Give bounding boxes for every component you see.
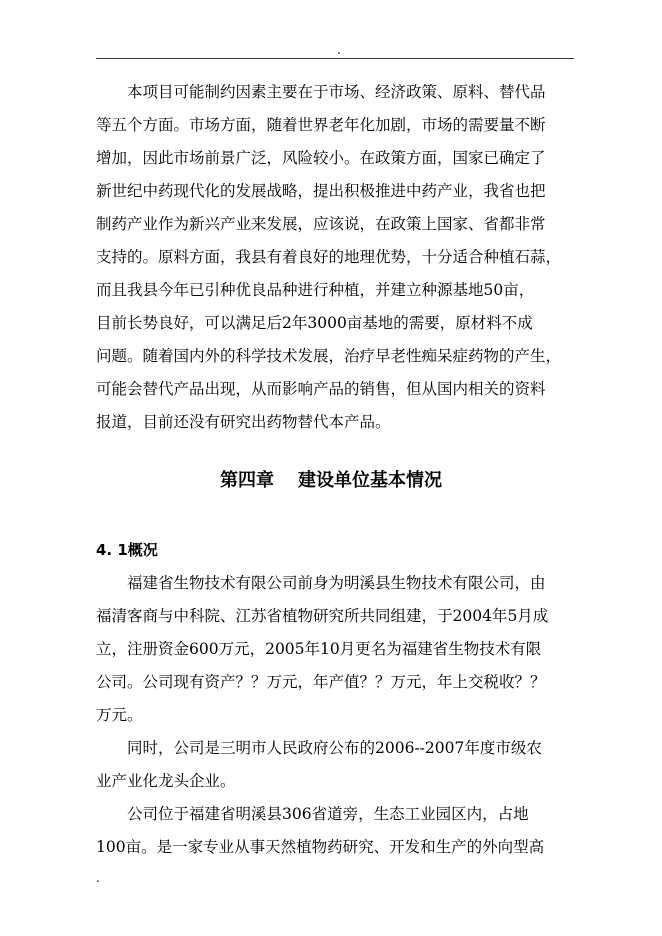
para4-line: 公司位于福建省明溪县306省道旁，生态工业园区内，占地 xyxy=(127,805,529,823)
chapter-heading xyxy=(0,470,662,492)
section-heading: 4. 1概况 xyxy=(96,541,158,559)
para1-line: 报道，目前还没有研究出药物替代本产品。 xyxy=(96,413,391,431)
para1-line: 可能会替代产品出现，从而影响产品的销售，但从国内相关的资料 xyxy=(96,380,546,398)
para1-line: 支持的。原料方面，我县有着良好的地理优势，十分适合种植石蒜， xyxy=(96,248,562,266)
para1-line: 目前长势良好，可以满足后2年3000亩基地的需要，原材料不成 xyxy=(96,314,533,332)
para1-line: 制药产业作为新兴产业来发展，应该说，在政策上国家、省都非常 xyxy=(96,215,546,233)
para4-line: 100亩。是一家专业从事天然植物药研究、开发和生产的外向型高 xyxy=(96,838,545,856)
chapter-title: 建设单位基本情况 xyxy=(298,470,442,491)
para1-line: 本项目可能制约因素主要在于市场、经济政策、原料、替代品 xyxy=(127,83,546,101)
para2-line: 万元。 xyxy=(96,706,143,724)
footer-dot: . xyxy=(96,871,100,885)
header-dot: . xyxy=(337,43,341,57)
para1-line: 等五个方面。市场方面，随着世界老年化加剧，市场的需要量不断 xyxy=(96,116,546,134)
para3-line: 同时，公司是三明市人民政府公布的2006--2007年度市级农 xyxy=(127,739,542,757)
para2-line: 公司。公司现有资产？？万元，年产值？？万元，年上交税收？？ xyxy=(96,673,546,691)
para2-line: 福清客商与中科院、江苏省植物研究所共同组建，于2004年5月成 xyxy=(96,607,549,625)
para1-line: 而且我县今年已引种优良品种进行种植，并建立种源基地50亩， xyxy=(96,281,535,299)
chapter-number: 第四章 xyxy=(220,470,274,491)
para1-line: 新世纪中药现代化的发展战略，提出积极推进中药产业，我省也把 xyxy=(96,182,546,200)
para3-line: 业产业化龙头企业。 xyxy=(96,772,236,790)
header-rule xyxy=(96,58,574,59)
para2-line: 福建省生物技术有限公司前身为明溪县生物技术有限公司，由 xyxy=(127,574,546,592)
para1-line: 问题。随着国内外的科学技术发展，治疗早老性痴呆症药物的产生， xyxy=(96,347,562,365)
para2-line: 立，注册资金600万元，2005年10月更名为福建省生物技术有限 xyxy=(96,640,542,658)
para1-line: 增加，因此市场前景广泛，风险较小。在政策方面，国家已确定了 xyxy=(96,149,546,167)
